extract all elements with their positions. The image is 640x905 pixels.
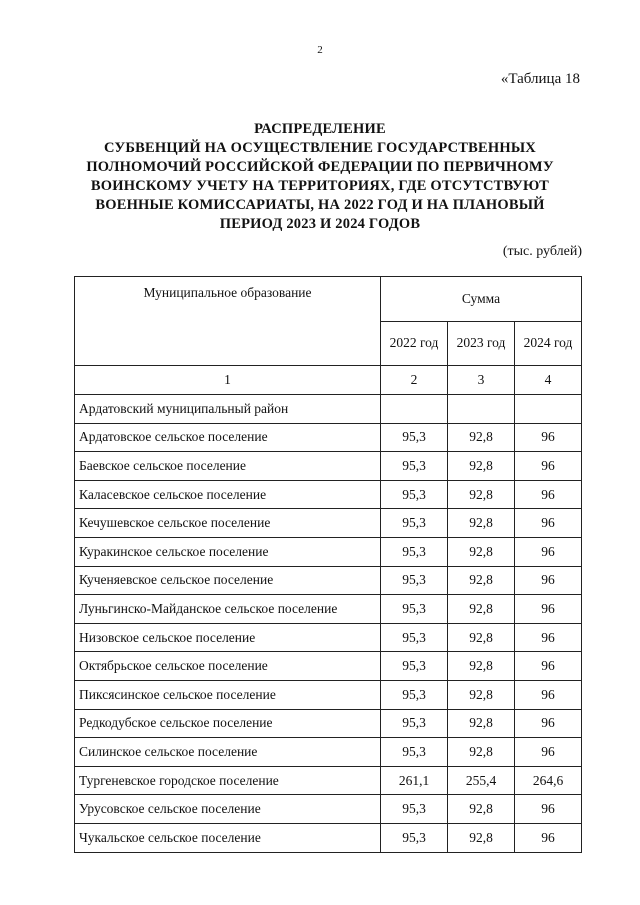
row-value-2023: 92,8 (448, 566, 515, 595)
subvention-table (74, 276, 582, 853)
row-name-cell: Силинское сельское поселение (75, 738, 381, 767)
header-municipality: Муниципальное образование (75, 277, 381, 366)
row-value-2024: 96 (515, 452, 582, 481)
header-year-2024: 2024 год (515, 321, 582, 366)
index-cell: 4 (515, 366, 582, 395)
row-value-2024: 96 (515, 423, 582, 452)
row-value-2023: 92,8 (448, 595, 515, 624)
title-line: ПОЛНОМОЧИЙ РОССИЙСКОЙ ФЕДЕРАЦИИ ПО ПЕРВИЧНОМУ (86, 159, 554, 175)
row-value-2023 (448, 395, 515, 424)
row-value-2024: 264,6 (515, 766, 582, 795)
row-name-cell: Чукальское сельское поселение (75, 823, 381, 852)
table-row (75, 566, 582, 595)
index-cell: 2 (381, 366, 448, 395)
row-value-2024: 96 (515, 566, 582, 595)
row-value-2024: 96 (515, 709, 582, 738)
index-cell: 3 (448, 366, 515, 395)
table-row (75, 423, 582, 452)
row-value-2022: 95,3 (381, 623, 448, 652)
table-row (75, 452, 582, 481)
table-row (75, 680, 582, 709)
table-row (75, 738, 582, 767)
table-row (75, 623, 582, 652)
row-value-2022: 95,3 (381, 795, 448, 824)
row-name-cell: Низовское сельское поселение (75, 623, 381, 652)
row-value-2022: 95,3 (381, 709, 448, 738)
row-name-cell: Баевское сельское поселение (75, 452, 381, 481)
row-value-2022: 95,3 (381, 566, 448, 595)
row-name-cell: Редкодубское сельское поселение (75, 709, 381, 738)
title-line: РАСПРЕДЕЛЕНИЕ (254, 121, 386, 137)
row-value-2024: 96 (515, 623, 582, 652)
row-value-2023: 92,8 (448, 452, 515, 481)
row-value-2024: 96 (515, 823, 582, 852)
row-value-2023: 92,8 (448, 423, 515, 452)
row-value-2024: 96 (515, 738, 582, 767)
row-value-2023: 92,8 (448, 823, 515, 852)
index-cell: 1 (75, 366, 381, 395)
table-row (75, 709, 582, 738)
row-value-2022 (381, 395, 448, 424)
row-value-2023: 92,8 (448, 709, 515, 738)
table-row (75, 823, 582, 852)
units-label: (тыс. рублей) (502, 244, 582, 259)
row-name-cell: Октябрьское сельское поселение (75, 652, 381, 681)
table-body (75, 395, 582, 853)
row-value-2022: 95,3 (381, 823, 448, 852)
row-value-2024 (515, 395, 582, 424)
title-line: СУБВЕНЦИЙ НА ОСУЩЕСТВЛЕНИЕ ГОСУДАРСТВЕННЫХ (104, 140, 536, 156)
row-name-cell: Пиксясинское сельское поселение (75, 680, 381, 709)
row-value-2024: 96 (515, 652, 582, 681)
row-value-2024: 96 (515, 595, 582, 624)
row-value-2022: 95,3 (381, 452, 448, 481)
row-value-2024: 96 (515, 680, 582, 709)
row-value-2022: 95,3 (381, 595, 448, 624)
row-name-cell: Кученяевское сельское поселение (75, 566, 381, 595)
row-value-2024: 96 (515, 795, 582, 824)
header-sum: Сумма (381, 277, 582, 322)
table-row (75, 795, 582, 824)
row-name-cell: Ардатовское сельское поселение (75, 423, 381, 452)
row-name-cell: Куракинское сельское поселение (75, 537, 381, 566)
row-value-2023: 92,8 (448, 652, 515, 681)
row-value-2023: 255,4 (448, 766, 515, 795)
table-header-row (75, 277, 582, 322)
title-line: ПЕРИОД 2023 И 2024 ГОДОВ (219, 216, 421, 232)
table-index-row (75, 366, 582, 395)
row-value-2022: 95,3 (381, 423, 448, 452)
table-row (75, 537, 582, 566)
table-row (75, 480, 582, 509)
row-value-2023: 92,8 (448, 537, 515, 566)
row-value-2022: 261,1 (381, 766, 448, 795)
row-value-2022: 95,3 (381, 509, 448, 538)
row-value-2023: 92,8 (448, 680, 515, 709)
row-value-2022: 95,3 (381, 537, 448, 566)
row-name-cell: Каласевское сельское поселение (75, 480, 381, 509)
row-value-2023: 92,8 (448, 623, 515, 652)
table-label: «Таблица 18 (500, 71, 580, 87)
row-value-2022: 95,3 (381, 652, 448, 681)
row-value-2023: 92,8 (448, 795, 515, 824)
row-name-cell: Луньгинско-Майданское сельское поселение (75, 595, 381, 624)
header-year-2023: 2023 год (448, 321, 515, 366)
row-value-2024: 96 (515, 480, 582, 509)
row-value-2024: 96 (515, 537, 582, 566)
title-line: ВОЕННЫЕ КОМИССАРИАТЫ, НА 2022 ГОД И НА ПЛАНОВЫЙ (95, 197, 545, 213)
table-row (75, 509, 582, 538)
table-row (75, 652, 582, 681)
row-name-cell: Кечушевское сельское поселение (75, 509, 381, 538)
row-name-cell: Ардатовский муниципальный район (75, 395, 381, 424)
document-title (60, 120, 580, 234)
row-value-2024: 96 (515, 509, 582, 538)
table-row (75, 595, 582, 624)
table-row (75, 766, 582, 795)
row-value-2022: 95,3 (381, 480, 448, 509)
row-name-cell: Урусовское сельское поселение (75, 795, 381, 824)
title-line: ВОИНСКОМУ УЧЕТУ НА ТЕРРИТОРИЯХ, ГДЕ ОТСУТСТВУЮТ (90, 178, 550, 194)
row-value-2023: 92,8 (448, 509, 515, 538)
table-row (75, 395, 582, 424)
row-name-cell: Тургеневское городское поселение (75, 766, 381, 795)
row-value-2023: 92,8 (448, 480, 515, 509)
row-value-2023: 92,8 (448, 738, 515, 767)
row-value-2022: 95,3 (381, 738, 448, 767)
row-value-2022: 95,3 (381, 680, 448, 709)
page-number: 2 (317, 44, 323, 56)
header-year-2022: 2022 год (381, 321, 448, 366)
